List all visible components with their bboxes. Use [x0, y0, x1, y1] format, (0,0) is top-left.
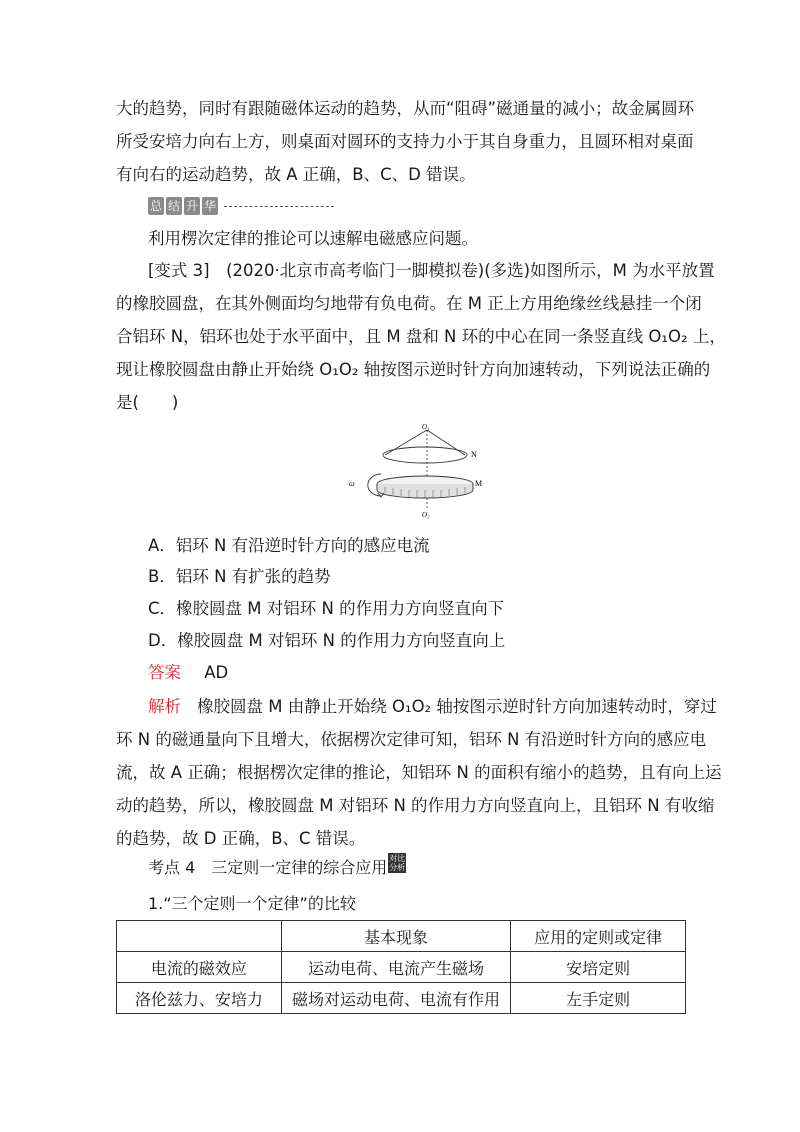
- text-line: 大的趋势，同时有跟随磁体运动的趋势，从而“阻碍”磁通量的减小；故金属圆环: [116, 99, 695, 118]
- summary-text: 利用楞次定律的推论可以速解电磁感应问题。: [148, 229, 478, 248]
- table-cell: 磁场对运动电荷、电流有作用: [281, 983, 511, 1014]
- question-block: [116, 254, 726, 419]
- badge-bottom: 分析: [389, 863, 406, 872]
- table-cell: 安培定则: [511, 952, 686, 983]
- sub-title: 1.“三个定则一个定律”的比较: [148, 894, 356, 913]
- answer-value: AD: [204, 663, 229, 682]
- text-line: 有向右的运动趋势，故 A 正确，B、C、D 错误。: [116, 165, 476, 184]
- analysis-line: 动的趋势，所以，橡胶圆盘 M 对铝环 N 的作用力方向竖直向上，且铝环 N 有收缩: [116, 796, 715, 815]
- table-cell: 电流的磁效应: [117, 952, 282, 983]
- text-line: 所受安培力向右上方，则桌面对圆环的支持力小于其自身重力，且圆环相对桌面: [116, 132, 694, 151]
- option-d: D．橡胶圆盘 M 对铝环 N 的作用力方向竖直向上: [148, 631, 506, 650]
- table-header-cell: 应用的定则或定律: [511, 921, 686, 952]
- analysis-line: 的趋势，故 D 正确，B、C 错误。: [116, 829, 366, 848]
- analysis-first-line: [116, 690, 717, 723]
- thread-left: [385, 430, 427, 455]
- summary-char: 结: [168, 199, 181, 213]
- table-cell: 洛伦兹力、安培力: [117, 983, 282, 1014]
- ring-n: [383, 447, 467, 463]
- label-o2: O₂: [422, 511, 430, 519]
- analysis-text: 橡胶圆盘 M 由静止开始绕 O₁O₂ 轴按图示逆时针方向加速转动时，穿过: [197, 697, 717, 716]
- continuation-paragraph: [116, 92, 695, 191]
- badge-top: 对比: [389, 854, 406, 863]
- answer-line: [148, 658, 228, 688]
- summary-char: 升: [186, 199, 199, 213]
- answer-label: 答案: [148, 663, 181, 682]
- label-n: N: [471, 450, 477, 459]
- comparison-table: [116, 920, 686, 1014]
- question-line: 现让橡胶圆盘由静止开始绕 O₁O₂ 轴按图示逆时针方向加速转动，下列说法正确的: [116, 360, 711, 379]
- summary-heading: [148, 196, 334, 216]
- option-b: B．铝环 N 有扩张的趋势: [148, 567, 331, 586]
- summary-char: 华: [204, 199, 217, 213]
- label-omega: ω: [349, 479, 355, 488]
- summary-char: 总: [150, 199, 163, 213]
- analysis-line: 流，故 A 正确；根据楞次定律的推论，知铝环 N 的面积有缩小的趋势，且有向上运: [116, 763, 722, 782]
- table-row: [117, 983, 686, 1014]
- table-header-cell: 基本现象: [281, 921, 511, 952]
- label-o1: O₁: [422, 423, 430, 431]
- question-line: [变式 3] (2020·北京市高考临门一脚模拟卷)(多选)如图所示，M 为水平放置: [148, 261, 715, 280]
- section-title-text: 考点 4 三定则一定律的综合应用: [148, 858, 388, 877]
- option-c: C．橡胶圆盘 M 对铝环 N 的作用力方向竖直向下: [148, 599, 505, 618]
- table-cell: 左手定则: [511, 983, 686, 1014]
- analysis-line: 环 N 的磁通量向下且增大，依据楞次定律可知，铝环 N 有沿逆时针方向的感应电: [116, 730, 707, 749]
- analysis-block: [116, 690, 722, 855]
- table-header-row: [117, 921, 686, 952]
- analysis-label: 解析: [148, 697, 181, 716]
- table-header-cell: [117, 921, 282, 952]
- label-m: M: [475, 479, 483, 488]
- option-a: A．铝环 N 有沿逆时针方向的感应电流: [148, 536, 430, 555]
- ring-disc-figure: [335, 420, 485, 524]
- dotted-rule: [224, 206, 334, 207]
- question-line: 的橡胶圆盘，在其外侧面均匀地带有负电荷。在 M 正上方用绝缘丝线悬挂一个闭: [116, 294, 702, 313]
- figure-svg: [335, 420, 485, 520]
- thread-right: [427, 430, 465, 455]
- question-line: 是( ): [116, 393, 179, 412]
- table-row: [117, 952, 686, 983]
- compare-badge: [388, 853, 406, 873]
- table-cell: 运动电荷、电流产生磁场: [281, 952, 511, 983]
- section-title: [148, 856, 406, 880]
- question-line: 合铝环 N，铝环也处于水平面中，且 M 盘和 N 环的中心在同一条竖直线 O₁O₂ 上，: [116, 327, 726, 346]
